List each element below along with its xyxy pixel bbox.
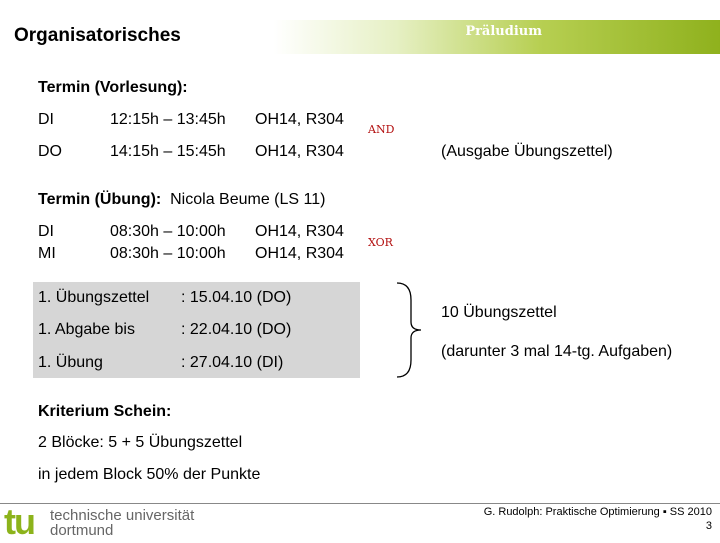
schedule-date-2: : 22.04.10 (DO) xyxy=(181,321,292,338)
right-brace-icon xyxy=(395,280,425,380)
tu-logo: tu xyxy=(4,501,34,542)
uebung-room-1: OH14, R304 xyxy=(255,223,344,240)
vorlesung-time-1: 12:15h – 13:45h xyxy=(110,111,226,128)
footer-info: G. Rudolph: Praktische Optimierung ▪ SS 2010 xyxy=(483,506,712,518)
uebung-heading-line xyxy=(38,191,325,209)
ausgabe-note: (Ausgabe Übungszettel) xyxy=(441,143,613,160)
vorlesung-heading: Termin (Vorlesung): xyxy=(38,79,188,96)
logo-text-line-2: dortmund xyxy=(50,522,114,539)
uebung-room-2: OH14, R304 xyxy=(255,245,344,262)
summary-line-2: (darunter 3 mal 14-tg. Aufgaben) xyxy=(441,343,673,360)
xor-label: XOR xyxy=(368,236,393,249)
uebung-tutor: Nicola Beume (LS 11) xyxy=(170,191,326,208)
logo-text-line-1: technische universität xyxy=(50,507,195,524)
schedule-date-1: : 15.04.10 (DO) xyxy=(181,289,292,306)
footer-rule xyxy=(0,503,720,504)
uebung-time-2: 08:30h – 10:00h xyxy=(110,245,226,262)
vorlesung-room-2: OH14, R304 xyxy=(255,143,344,160)
uebung-heading: Termin (Übung): xyxy=(38,191,162,208)
summary-line-1: 10 Übungszettel xyxy=(441,304,557,321)
schedule-date-3: : 27.04.10 (DI) xyxy=(181,354,284,371)
and-label: AND xyxy=(368,123,395,136)
uebung-day-2: MI xyxy=(38,245,56,262)
uebung-day-1: DI xyxy=(38,223,54,240)
kriterium-line-1: 2 Blöcke: 5 + 5 Übungszettel xyxy=(38,434,243,451)
page-number: 3 xyxy=(705,520,712,532)
uebung-time-1: 08:30h – 10:00h xyxy=(110,223,226,240)
schedule-label-2: 1. Abgabe bis xyxy=(38,321,135,338)
slide-title: Organisatorisches xyxy=(14,25,181,46)
schedule-label-3: 1. Übung xyxy=(38,354,103,371)
kriterium-heading: Kriterium Schein: xyxy=(38,403,172,420)
vorlesung-day-1: DI xyxy=(38,111,54,128)
vorlesung-time-2: 14:15h – 15:45h xyxy=(110,143,226,160)
vorlesung-room-1: OH14, R304 xyxy=(255,111,344,128)
section-tag: Präludium xyxy=(465,24,542,39)
schedule-label-1: 1. Übungszettel xyxy=(38,289,150,306)
kriterium-line-2: in jedem Block 50% der Punkte xyxy=(38,466,261,483)
vorlesung-day-2: DO xyxy=(38,143,62,160)
